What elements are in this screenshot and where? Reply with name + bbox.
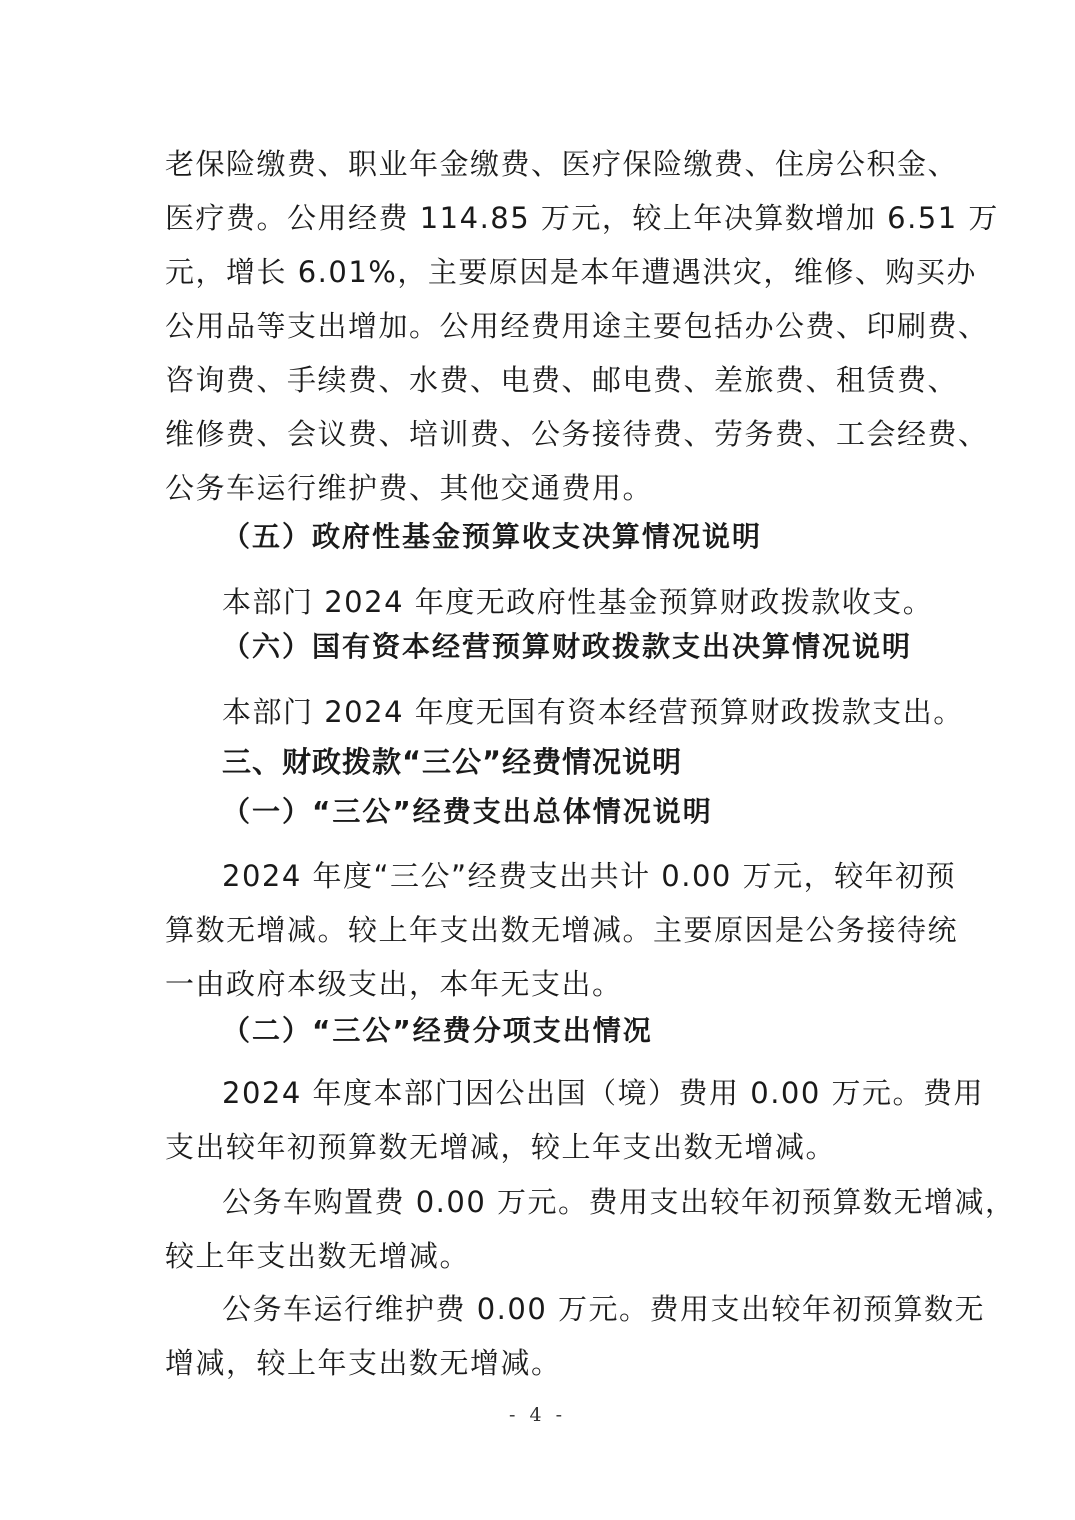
- text-line: 支出较年初预算数无增减，较上年支出数无增减。: [165, 1130, 837, 1164]
- text-line: 增减，较上年支出数无增减。: [165, 1346, 562, 1380]
- text-line: 算数无增减。较上年支出数无增减。主要原因是公务接待统: [165, 913, 959, 947]
- text-line: 2024 年度本部门因公出国（境）费用 0.00 万元。费用: [222, 1076, 985, 1110]
- part-3-heading: 三、财政拨款“三公”经费情况说明: [222, 745, 683, 779]
- section-6-paragraph: [165, 685, 964, 739]
- text-line: 2024 年度“三公”经费支出共计 0.00 万元，较年初预: [222, 859, 957, 893]
- text-line: 维修费、会议费、培训费、公务接待费、劳务费、工会经费、: [165, 417, 989, 451]
- text-line: 公务车运行维护费 0.00 万元。费用支出较年初预算数无: [222, 1292, 986, 1326]
- text-line: 本部门 2024 年度无政府性基金预算财政拨款收支。: [222, 585, 934, 619]
- subsection-2-paragraph-1: [165, 1066, 985, 1174]
- paragraph-continuation: [165, 137, 999, 515]
- subsection-heading-2: （二）“三公”经费分项支出情况: [222, 1014, 653, 1047]
- subsection-heading-1: （一）“三公”经费支出总体情况说明: [222, 795, 713, 828]
- text-line: 一由政府本级支出，本年无支出。: [165, 967, 623, 1001]
- text-line: 公用品等支出增加。公用经费用途主要包括办公费、印刷费、: [165, 309, 989, 343]
- text-line: 咨询费、手续费、水费、电费、邮电费、差旅费、租赁费、: [165, 363, 959, 397]
- page-number: - 4 -: [508, 1404, 566, 1426]
- section-heading-5: （五）政府性基金预算收支决算情况说明: [222, 520, 763, 553]
- subsection-1-paragraph: [165, 849, 959, 1011]
- section-heading-6: （六）国有资本经营预算财政拨款支出决算情况说明: [222, 630, 913, 663]
- text-line: 较上年支出数无增减。: [165, 1239, 471, 1273]
- text-line: 本部门 2024 年度无国有资本经营预算财政拨款支出。: [222, 695, 964, 729]
- section-5-paragraph: [165, 575, 934, 629]
- text-line: 元，增长 6.01%，主要原因是本年遭遇洪灾，维修、购买办: [165, 255, 977, 289]
- text-line: 公务车购置费 0.00 万元。费用支出较年初预算数无增减，: [222, 1185, 1016, 1219]
- subsection-2-paragraph-2: [165, 1175, 1016, 1283]
- text-line: 公务车运行维护费、其他交通费用。: [165, 471, 654, 505]
- text-line: 老保险缴费、职业年金缴费、医疗保险缴费、住房公积金、: [165, 147, 959, 181]
- subsection-2-paragraph-3: [165, 1282, 986, 1390]
- text-line: 医疗费。公用经费 114.85 万元，较上年决算数增加 6.51 万: [165, 201, 999, 235]
